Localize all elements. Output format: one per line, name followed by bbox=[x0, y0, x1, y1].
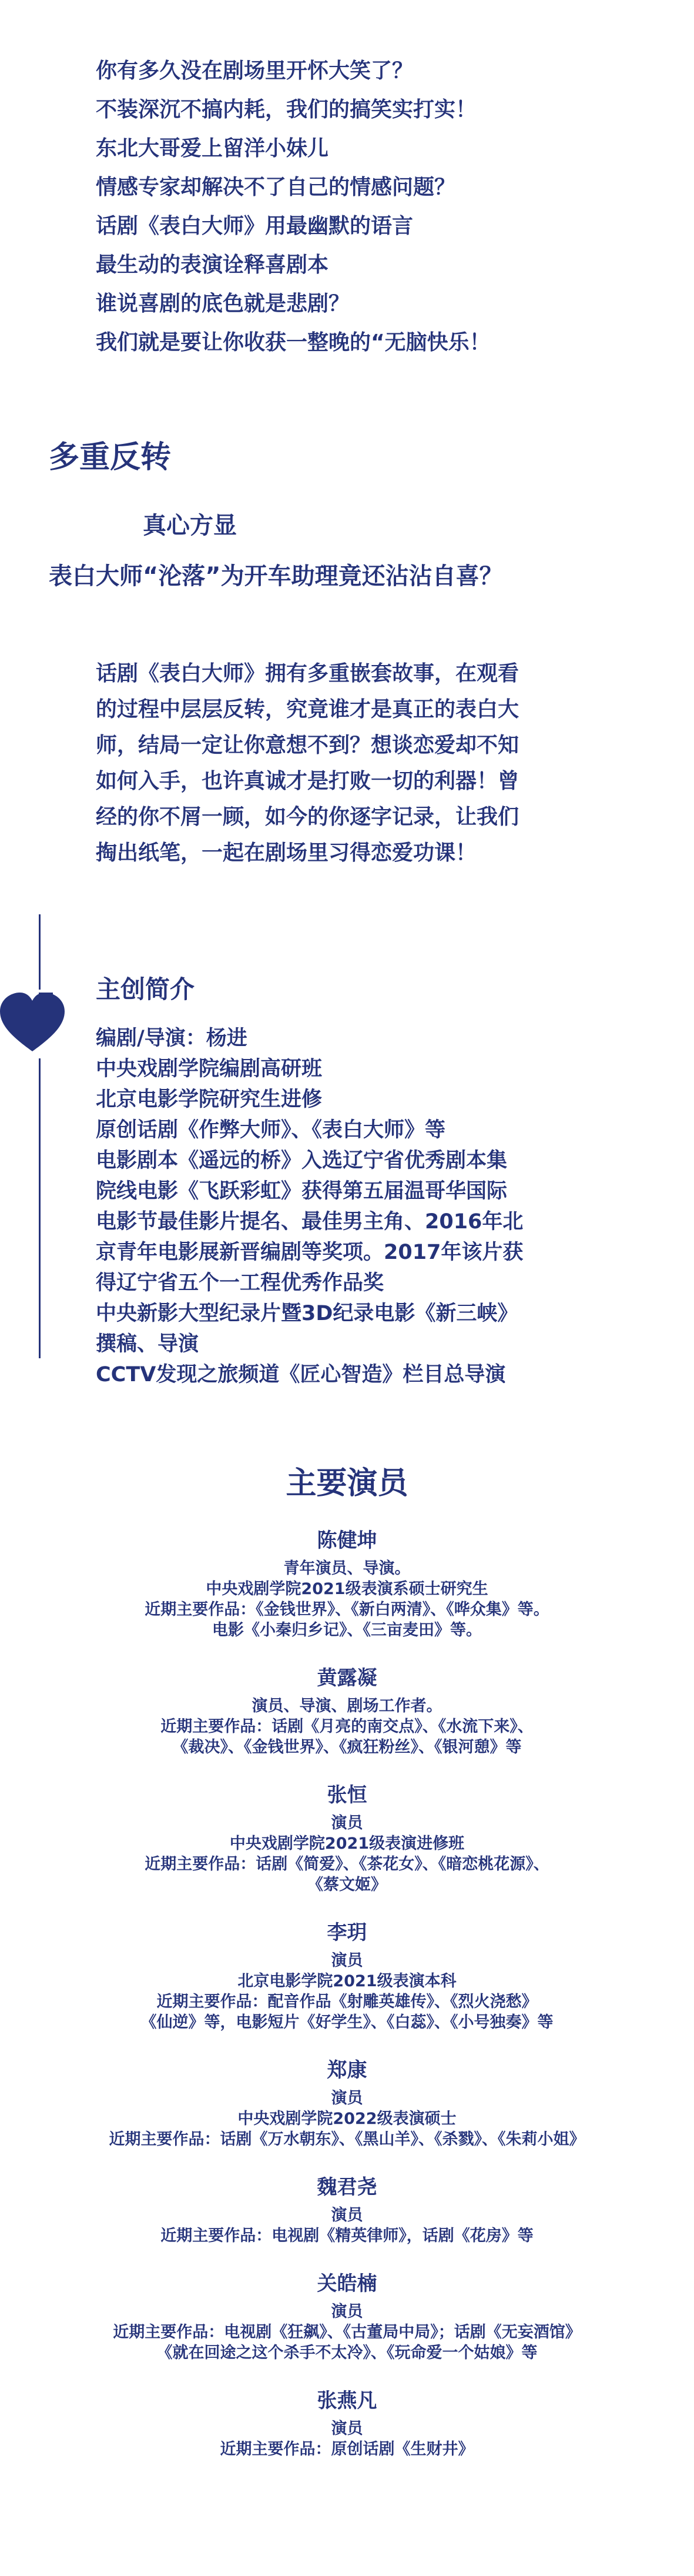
paragraph-line: 的过程中层层反转，究竟谁才是真正的表白大 bbox=[96, 697, 519, 721]
cast-list bbox=[0, 1523, 694, 2480]
intro-line: 话剧《表白大师》用最幽默的语言 bbox=[96, 214, 414, 238]
creator-line: 撰稿、导演 bbox=[96, 1332, 199, 1356]
actor-detail: 演员 bbox=[331, 2089, 363, 2107]
paragraph-line: 话剧《表白大师》拥有多重嵌套故事，在观看 bbox=[96, 661, 519, 686]
reversal-title: 多重反转 bbox=[49, 440, 172, 475]
creator-line: 中央新影大型纪录片暨3D纪录电影《新三峡》 bbox=[96, 1302, 518, 1325]
divider-line-top bbox=[39, 914, 41, 990]
creator-line: 电影节最佳影片提名、最佳男主角、2016年北 bbox=[96, 1210, 524, 1234]
actor-detail: 近期主要作品：话剧《月亮的南交点》、《水流下来》、 bbox=[160, 1718, 534, 1736]
divider-line-bottom bbox=[39, 1058, 41, 1358]
actor-name: 关皓楠 bbox=[317, 2272, 377, 2296]
actor-detail: 《蔡文姬》 bbox=[307, 1876, 387, 1894]
actor-entry bbox=[0, 1778, 694, 1895]
actor-detail: 演员 bbox=[331, 2206, 363, 2224]
actor-detail: 近期主要作品：《金钱世界》、《新白两清》、《哗众集》等。 bbox=[145, 1601, 549, 1619]
actor-detail: 演员 bbox=[331, 2303, 363, 2321]
paragraph-line: 如何入手，也许真诚才是打败一切的利器！曾 bbox=[96, 769, 519, 793]
actor-entry bbox=[0, 1523, 694, 1641]
creator-line: 京青年电影展新晋编剧等奖项。2017年该片获 bbox=[96, 1241, 524, 1264]
actor-detail: 近期主要作品：配音作品《射雕英雄传》、《烈火浇愁》 bbox=[156, 1993, 538, 2011]
actor-name: 魏君尧 bbox=[317, 2176, 377, 2199]
actor-detail: 中央戏剧学院2021级表演进修班 bbox=[229, 1835, 465, 1853]
paragraph-line: 经的你不屑一顾，如今的你逐字记录，让我们 bbox=[96, 805, 519, 829]
actor-detail: 近期主要作品：电视剧《精英律师》，话剧《花房》等 bbox=[160, 2227, 534, 2245]
actor-entry bbox=[0, 2170, 694, 2246]
actor-name: 郑康 bbox=[327, 2059, 367, 2082]
actor-entry bbox=[0, 1660, 694, 1758]
actor-detail: 北京电影学院2021级表演本科 bbox=[237, 1972, 457, 1990]
actor-detail: 演员、导演、剧场工作者。 bbox=[252, 1697, 442, 1715]
actor-detail: 近期主要作品：话剧《简爱》、《茶花女》、《暗恋桃花源》、 bbox=[145, 1855, 549, 1873]
paragraph-line: 师，结局一定让你意想不到？想谈恋爱却不知 bbox=[96, 733, 519, 757]
intro-line: 我们就是要让你收获一整晚的“无脑快乐！ bbox=[96, 330, 491, 355]
actor-detail: 演员 bbox=[331, 1814, 363, 1832]
actor-detail: 中央戏剧学院2022级表演硕士 bbox=[237, 2110, 457, 2128]
actor-entry bbox=[0, 1915, 694, 2033]
intro-line: 不装深沉不搞内耗，我们的搞笑实打实！ bbox=[96, 98, 477, 122]
creator-line: 编剧/导演：杨进 bbox=[96, 1027, 247, 1050]
creator-line: 中央戏剧学院编剧高研班 bbox=[96, 1057, 323, 1081]
actor-detail: 近期主要作品：话剧《万水朝东》、《黑山羊》、《杀戮》、《朱莉小姐》 bbox=[109, 2130, 585, 2149]
actor-entry bbox=[0, 2053, 694, 2150]
cast-title: 主要演员 bbox=[286, 1466, 408, 1501]
intro-line: 东北大哥爱上留洋小妹儿 bbox=[96, 136, 329, 161]
actor-detail: 中央戏剧学院2021级表演系硕士研究生 bbox=[206, 1580, 488, 1598]
intro-block bbox=[96, 52, 660, 362]
actor-name: 黄露凝 bbox=[317, 1666, 377, 1690]
actor-detail: 演员 bbox=[331, 1952, 363, 1970]
creator-block bbox=[96, 1023, 660, 1390]
actor-detail: 《裁决》、《金钱世界》、《疯狂粉丝》、《银河憩》等 bbox=[172, 1738, 522, 1756]
creator-line: 原创话剧《作弊大师》、《表白大师》等 bbox=[96, 1118, 446, 1142]
creator-line: 电影剧本《遥远的桥》入选辽宁省优秀剧本集 bbox=[96, 1149, 508, 1172]
creator-title: 主创简介 bbox=[96, 975, 195, 1004]
actor-name: 张燕凡 bbox=[317, 2389, 377, 2413]
actor-name: 陈健坤 bbox=[317, 1529, 377, 1552]
intro-line: 情感专家却解决不了自己的情感问题？ bbox=[96, 175, 456, 199]
actor-detail: 青年演员、导演。 bbox=[283, 1559, 411, 1578]
actor-detail: 《仙逆》等，电影短片《好学生》、《白蕊》、《小号独奏》等 bbox=[140, 2013, 554, 2032]
actor-detail: 《就在回途之这个杀手不太冷》、《玩命爱一个姑娘》等 bbox=[156, 2344, 538, 2362]
creator-line: 北京电影学院研究生进修 bbox=[96, 1088, 323, 1111]
actor-detail: 近期主要作品：电视剧《狂飙》、《古董局中局》；话剧《无妄酒馆》 bbox=[113, 2323, 581, 2341]
intro-line: 最生动的表演诠释喜剧本 bbox=[96, 253, 329, 277]
actor-entry bbox=[0, 2266, 694, 2363]
reversal-headline: 表白大师“沦落”为开车助理竟还沾沾自喜？ bbox=[49, 563, 503, 590]
actor-name: 李玥 bbox=[327, 1921, 367, 1944]
actor-detail: 演员 bbox=[331, 2420, 363, 2438]
intro-line: 谁说喜剧的底色就是悲剧？ bbox=[96, 292, 350, 316]
heart-icon bbox=[0, 993, 65, 1057]
creator-line: 得辽宁省五个一工程优秀作品奖 bbox=[96, 1271, 384, 1295]
intro-line: 你有多久没在剧场里开怀大笑了？ bbox=[96, 59, 414, 83]
reversal-paragraph bbox=[96, 656, 625, 871]
reversal-subtitle: 真心方显 bbox=[143, 512, 237, 539]
actor-name: 张恒 bbox=[327, 1783, 367, 1807]
actor-entry bbox=[0, 2383, 694, 2460]
paragraph-line: 掏出纸笔，一起在剧场里习得恋爱功课！ bbox=[96, 841, 477, 865]
actor-detail: 近期主要作品：原创话剧《生财井》 bbox=[220, 2440, 474, 2458]
creator-line: 院线电影《飞跃彩虹》获得第五届温哥华国际 bbox=[96, 1180, 508, 1203]
actor-detail: 电影《小秦归乡记》、《三亩麦田》等。 bbox=[212, 1621, 482, 1639]
creator-line: CCTV发现之旅频道《匠心智造》栏目总导演 bbox=[96, 1363, 506, 1386]
